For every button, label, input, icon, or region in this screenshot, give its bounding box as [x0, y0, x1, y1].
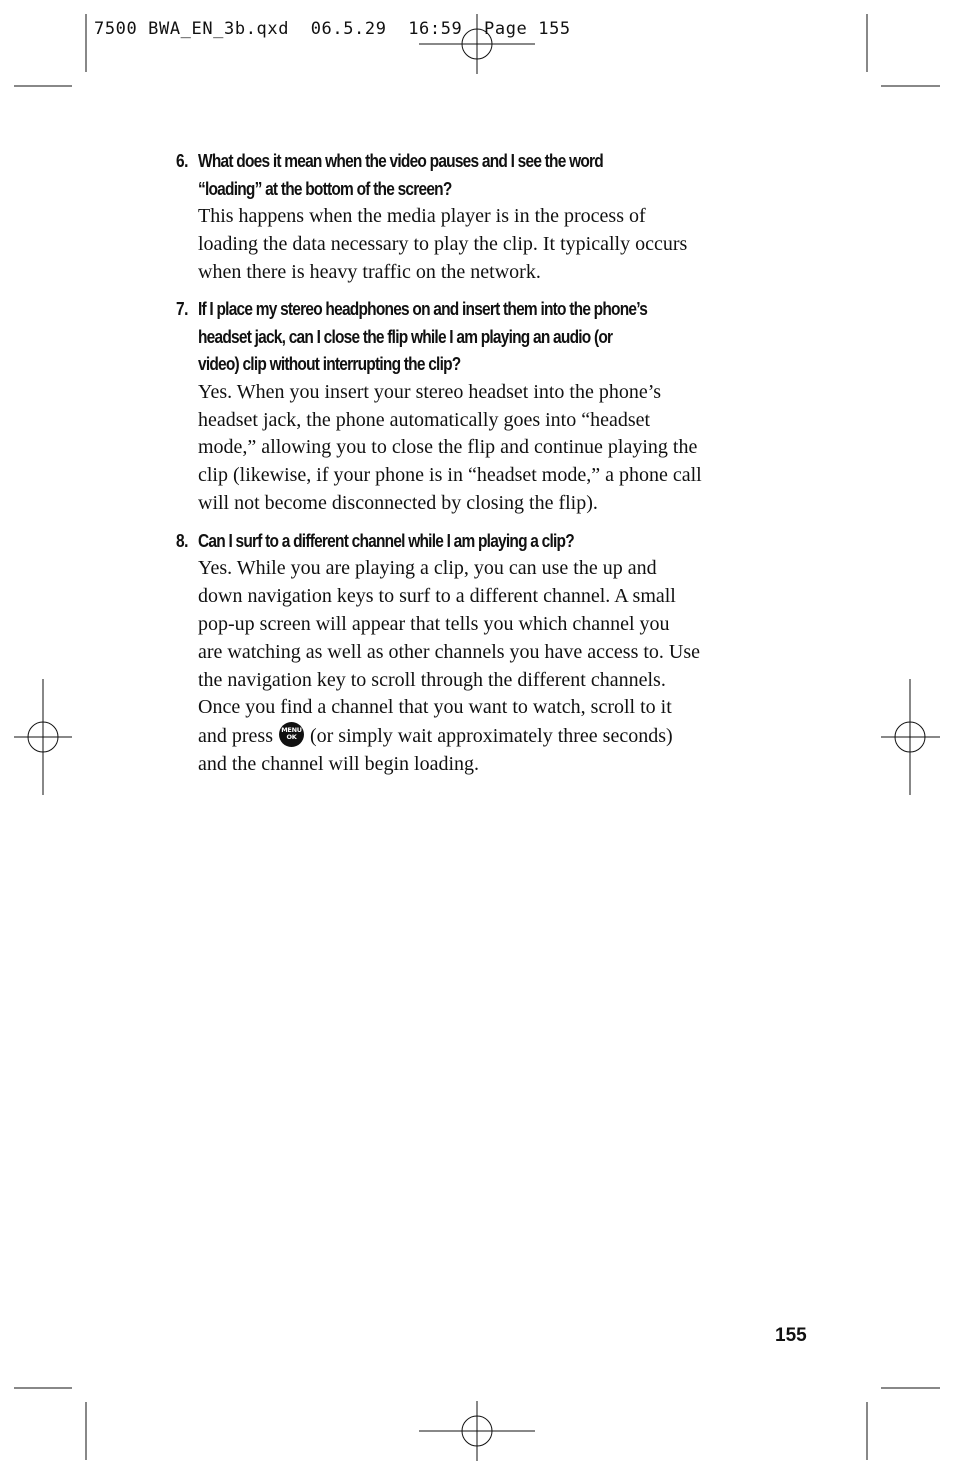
faq-item-6	[176, 148, 776, 286]
faq-question	[198, 148, 776, 203]
faq-answer-text: and press	[198, 725, 273, 748]
registration-mark-bottom	[419, 1401, 535, 1461]
faq-question-line: “loading” at the bottom of the screen?	[198, 178, 452, 199]
faq-answer-line: pop-up screen will appear that tells you which channel you	[198, 612, 670, 635]
faq-answer-line: and the channel will begin loading.	[198, 752, 480, 775]
faq-answer-line: Yes. When you insert your stereo headset into the phone’s	[198, 380, 662, 403]
page-number: 155	[775, 1325, 807, 1346]
menu-key-label: MENU	[281, 726, 302, 735]
faq-answer-line: are watching as well as other channels you have access to. Use	[198, 640, 701, 663]
faq-list	[176, 148, 776, 789]
faq-item-number: 8.	[176, 530, 188, 551]
faq-answer-line: clip (likewise, if your phone is in “headset mode,” a phone call	[198, 464, 702, 487]
faq-answer-line: will not become disconnected by closing the flip).	[198, 492, 598, 515]
faq-question	[198, 296, 776, 379]
faq-answer-line: loading the data necessary to play the clip. It typically occurs	[198, 232, 688, 255]
faq-answer	[198, 555, 776, 778]
faq-item-number: 6.	[176, 151, 188, 171]
faq-question-line: What does it mean when the video pauses and I see the word	[198, 151, 603, 171]
faq-answer	[198, 203, 776, 286]
faq-answer-line: Yes. While you are playing a clip, you can use the up and	[198, 557, 657, 580]
faq-answer-line: when there is heavy traffic on the network.	[198, 260, 541, 283]
registration-mark-right	[881, 679, 940, 795]
menu-ok-key-icon	[279, 722, 304, 747]
faq-answer-line: down navigation keys to surf to a different channel. A small	[198, 585, 676, 608]
registration-mark-top	[419, 14, 535, 74]
faq-answer-line: the navigation key to scroll through the different channels.	[198, 668, 666, 691]
faq-answer-text: (or simply wait approximately three seconds)	[309, 725, 673, 748]
faq-question-line: If I place my stereo headphones on and insert them into the phone’s	[198, 299, 648, 320]
faq-answer-line: headset jack, the phone automatically goes into “headset	[198, 408, 651, 431]
faq-answer	[198, 379, 776, 518]
faq-item-7	[176, 296, 776, 517]
faq-question-line: Can I surf to a different channel while I am playing a clip?	[198, 530, 574, 551]
faq-answer-line: mode,” allowing you to close the flip and continue playing the	[198, 436, 698, 459]
faq-answer-line-with-icon	[198, 722, 776, 751]
faq-answer-line: Once you find a channel that you want to watch, scroll to it	[198, 696, 672, 719]
ok-key-label: OK	[286, 733, 297, 742]
faq-answer-line: This happens when the media player is in the process of	[198, 205, 646, 227]
faq-item-8	[176, 528, 776, 779]
faq-question-line: video) clip without interrupting the clip?	[198, 354, 461, 375]
faq-question	[198, 528, 776, 556]
file-slug-line: 7500 BWA_EN_3b.qxd 06.5.29 16:59 Page 155	[94, 19, 571, 39]
faq-item-number: 7.	[176, 299, 188, 320]
faq-question-line: headset jack, can I close the flip while I am playing an audio (or	[198, 326, 613, 347]
registration-mark-left	[14, 679, 72, 795]
